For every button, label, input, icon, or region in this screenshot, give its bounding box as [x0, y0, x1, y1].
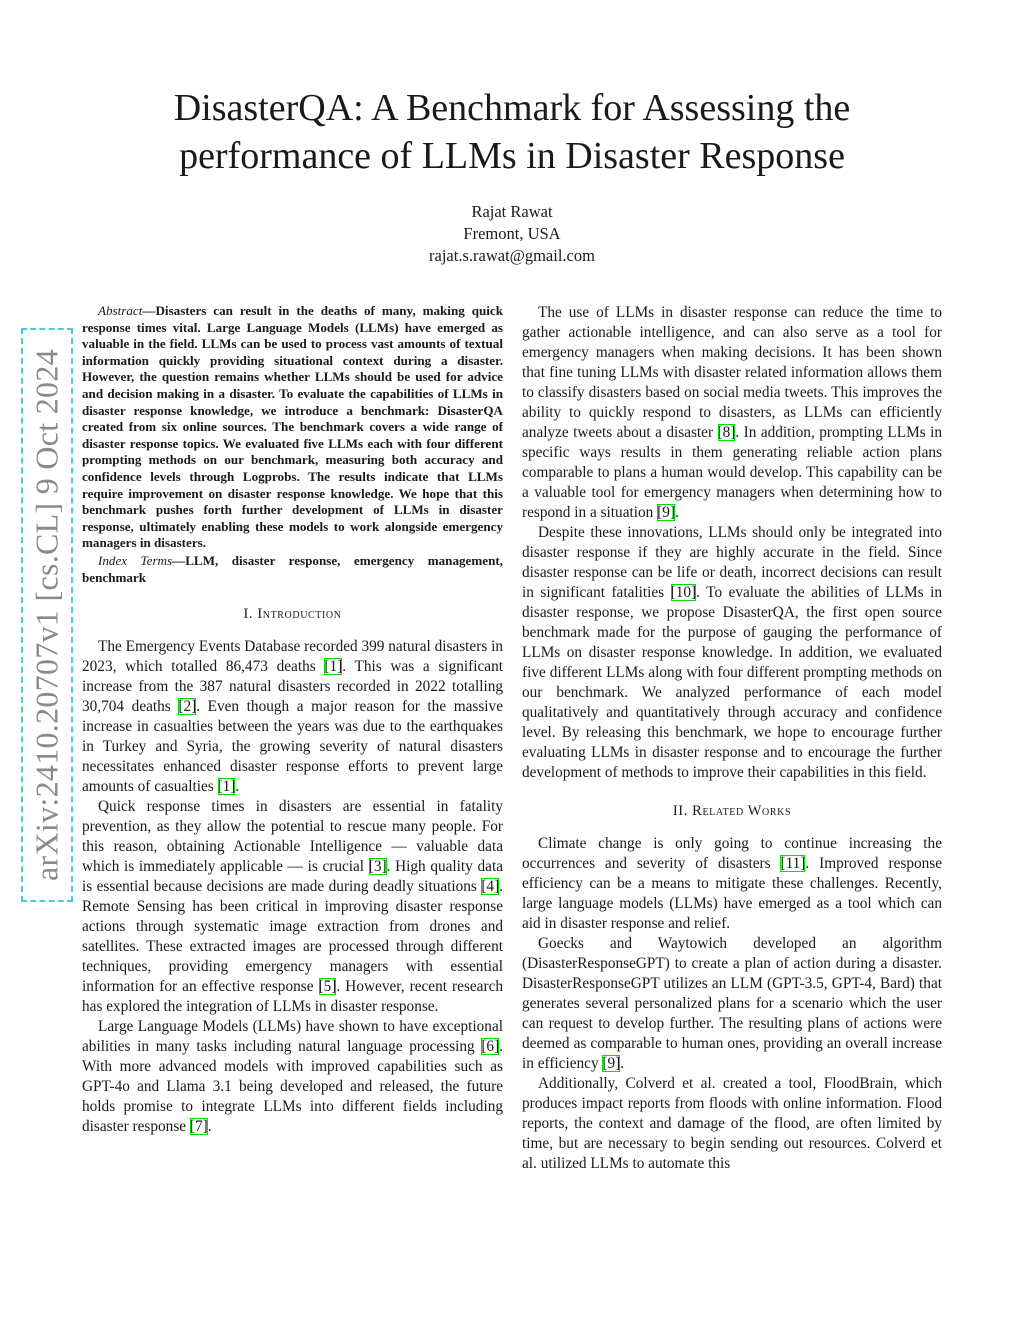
citation-link[interactable]: [1]: [217, 778, 236, 796]
citation-link[interactable]: [7]: [189, 1118, 208, 1136]
paper-title: DisasterQA: A Benchmark for Assessing the performance of LLMs in Disaster Response: [173, 87, 851, 177]
citation-link[interactable]: [4]: [481, 878, 500, 896]
intro-paragraph-3: Large Language Models (LLMs) have shown to have exceptional abilities in many tasks including natural language processing [6]. With more advanced models with improved capabilities such as GPT-4o and Llama 3.1 being developed and released, the future holds promise to integrate LLMs into different fields including disaster response [7].: [82, 1018, 503, 1136]
related-paragraph-1: Climate change is only going to continue increasing the occurrences and severity of disasters [11]. Improved response efficiency can be a means to mitigate these challenges. Recently, large language models (LLMs) have emerged as a tool which can aid in disaster response and relief.: [522, 835, 943, 932]
index-terms: Index Terms—LLM, disaster response, emergency management, benchmark: [82, 552, 503, 585]
intro-paragraph-1: The Emergency Events Database recorded 399 natural disasters in 2023, which totalled 86,473 deaths [1]. This was a significant increase from the 387 natural disasters recorded in 2022 totalling 30,704 deaths [2]. Even though a major reason for the massive increase in casualties between the years was due to the earthquakes in Turkey and Syria, the growing severity of natural disasters necessitates enhanced disaster response efforts to prevent large amounts of casualties [1].: [82, 638, 503, 796]
abstract-label: Abstract: [98, 303, 143, 318]
left-column: [82, 303, 503, 1137]
right-column: [522, 303, 942, 1174]
citation-link[interactable]: [2]: [178, 698, 197, 716]
citation-link[interactable]: [8]: [717, 424, 736, 441]
index-terms-text: LLM, disaster response, emergency management, benchmark: [82, 552, 503, 585]
abstract: Abstract—Disasters can result in the deaths of many, making quick response times vital. Large Language Models (LLMs) have emerged as valuable in the field. LLMs can be used to process vast amounts of textual information quickly providing situational context during a disaster. However, the question remains whether LLMs should be used for advice and decision making in a disaster. To evaluate the capabilities of LLMs in disaster response knowledge, we introduce a benchmark: DisasterQA created from six online sources. The benchmark covers a wide range of disaster response topics. We evaluated five LLMs each with four different prompting methods on our benchmark, measuring both accuracy and confidence levels through Logprobs. The results indicate that LLMs require improvement on disaster response knowledge. We hope that this benchmark pushes forth further development of LLMs in disaster response, ultimately enabling these models to work alongside emergency managers in disasters.: [82, 303, 503, 551]
citation-link[interactable]: [5]: [318, 978, 337, 996]
author-affiliation: Fremont, USA: [463, 224, 561, 243]
intro-paragraph-2: Quick response times in disasters are essential in fatality prevention, as they allow the potential to rescue many people. For this reason, obtaining Actionable Intelligence — valuable data which is immediately applicable — is crucial [3]. High quality data is essential because decisions are made during deadly situations [4]. Remote Sensing has been critical in improving disaster response actions through systematic image extraction from drones and satellites. These extracted images are processed through different techniques, providing emergency managers with essential information for an effective response [5]. However, recent research has explored the integration of LLMs in disaster response.: [82, 798, 504, 1016]
section-heading-related-works: II. Related Works: [672, 803, 792, 819]
related-paragraph-2: Goecks and Waytowich developed an algorithm (DisasterResponseGPT) to create a plan of action during a disaster. DisasterResponseGPT utilizes an LLM (GPT-3.5, GPT-4, Bard) that generates several personalized plans for a scenario which the user can request to develop further. The resulting plans of actions were deemed as comparable to human ones, providing an overall increase in efficiency [9].: [522, 935, 942, 1072]
citation-link[interactable]: [9]: [602, 1055, 621, 1072]
citation-link[interactable]: [1]: [324, 658, 343, 676]
citation-link[interactable]: [3]: [368, 858, 387, 876]
citation-link[interactable]: [9]: [657, 504, 675, 521]
arxiv-stamp: arXiv:2410.20707v1 [cs.CL] 9 Oct 2024: [28, 349, 65, 881]
section-heading-introduction: I. Introduction: [243, 606, 342, 623]
index-terms-label: Index Terms: [98, 552, 173, 568]
citation-link[interactable]: [11]: [780, 855, 806, 872]
intro-paragraph-5: Despite these innovations, LLMs should only be integrated into disaster response if they are highly accurate in the field. Since disaster response can be life or death, incorrect decisions can result in significant fatalities [10]. To evaluate the abilities of LLMs in disaster response, we propose DisasterQA, the first open source benchmark made for the purpose of gauging the performance of LLMs on disaster response knowledge. In addition, we evaluated five different LLMs along with four different prompting methods on our benchmark. We analyzed performance of each model qualitatively and quantitatively through accuracy and confidence level. By releasing this benchmark, we hope to encourage further evaluating LLMs in disaster response and to encourage the further development of methods to improve their capabilities in this field.: [522, 524, 943, 781]
author-email: rajat.s.rawat@gmail.com: [429, 246, 595, 265]
related-paragraph-3: Additionally, Colverd et al. created a tool, FloodBrain, which produces impact reports from floods with online information. Flood reports, the context and damage of the flood, are often limited by time, but are necessary to begin sending out resources. Colverd et al. utilized LLMs to automate this: [522, 1075, 942, 1172]
author-name: Rajat Rawat: [471, 202, 553, 221]
citation-link[interactable]: [10]: [670, 584, 697, 601]
intro-paragraph-4: The use of LLMs in disaster response can reduce the time to gather actionable intelligence, and can also serve as a tool for emergency managers when making decisions. It has been shown that fine tuning LLMs with disaster related information allows them to classify disasters based on social media tweets. This improves the ability to quickly respond to disasters, as LLMs can efficiently analyze tweets about a disaster [8]. In addition, prompting LLMs in specific ways results in them generating reliable action plans comparable to plans a human would develop. This capability can be a valuable tool for emergency managers when determining how to respond in a situation [9].: [522, 304, 942, 521]
abstract-text: Disasters can result in the deaths of many, making quick response times vital. Large Language Models (LLMs) have emerged as valuable in the field. LLMs can be used to process vast amounts of textual information quickly providing situational context during a disaster. However, the question remains whether LLMs should be used for advice and decision making in a disaster. To evaluate the capabilities of LLMs in disaster response knowledge, we introduce a benchmark: DisasterQA created from six online sources. The benchmark covers a wide range of disaster response topics. We evaluated five LLMs each with four different prompting methods on our benchmark, measuring both accuracy and confidence levels through Logprobs. The results indicate that LLMs require improvement on disaster response knowledge. We hope that this benchmark pushes forth further development of LLMs in disaster response, ultimately enabling these models to work alongside emergency managers in disasters.: [82, 303, 503, 551]
citation-link[interactable]: [6]: [481, 1038, 500, 1056]
author-block: [312, 201, 712, 267]
